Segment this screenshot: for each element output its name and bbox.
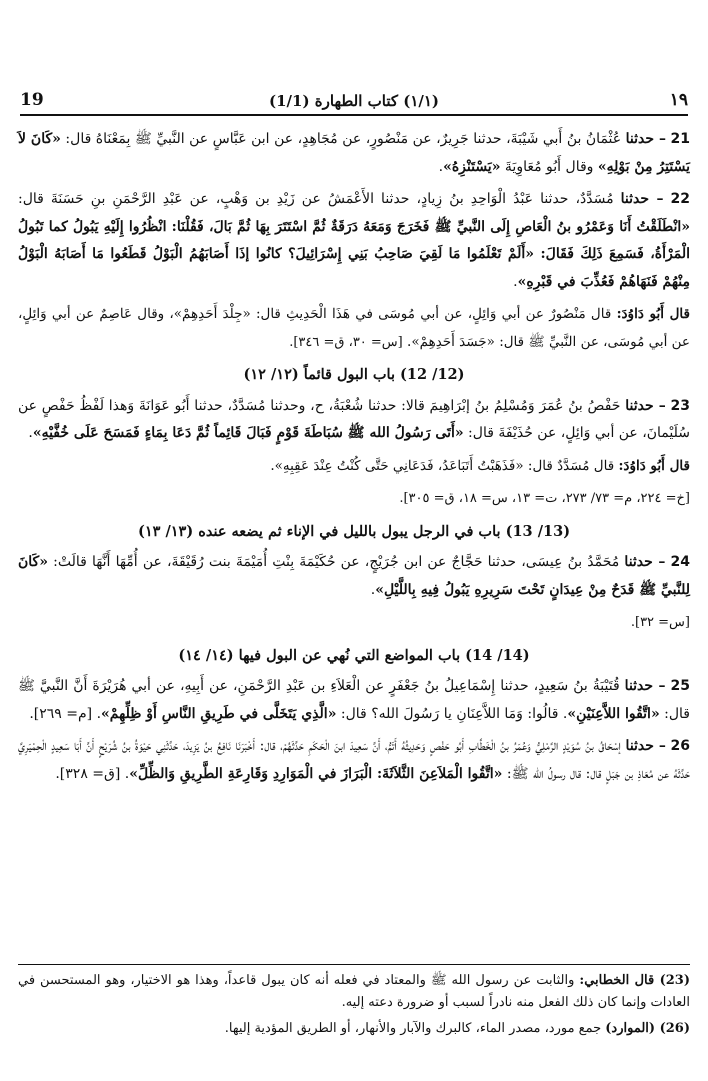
hadith-paragraph — [18, 673, 690, 728]
haddathana-label: – حدثنا — [625, 738, 666, 754]
hadith-tail-2: . — [438, 158, 444, 175]
hadith-isnad: إسْحَاقُ بنُ سُوَيْدٍ الرَّمْلِيُّ وَعُمَرُ بنُ الْخَطَّابِ أَبُو حَفْصٍ وَحَدِيثُهُ أَتَمُّ، أَنَّ سَعِيدَ ابنَ الْحَكَمِ حَدَّثَهُمْ، قال: أَخْبَرَنَا نَافِعُ بنُ يَزِيدَ، حَدَّثَنِي حَيْوَةُ بنُ شُرَيْحٍ أَنَّ أَبَا سَعِيدٍ الْحِمْيَرِيَّ حَدَّثَهُ عن مُعَاذِ بن جَبَلٍ قال: قال رسولُ الله ﷺ: — [18, 738, 690, 782]
hadith-tail: . — [513, 273, 518, 290]
hadith-matn: «اتَّقُوا اللاَّعِنَيْنِ» — [567, 705, 660, 722]
haddathana-label: – حدثنا — [625, 397, 666, 414]
note-text: قال مَنْصُورٌ عن أبي وَائِلٍ، عن أبي مُوسَى في هَذَا الْحَدِيثِ قال: «جِلْدَ أَحَدِهِمْ»، وقال عَاصِمٌ عن أبي وَائِلٍ، عن أبي مُوسَى، عن النَّبيِّ ﷺ قال: «جَسَدَ أَحَدِهِمْ». — [18, 306, 690, 350]
hadith-matn: «اتَّقُوا الْمَلاَعِنَ الثَّلاَثَةَ: الْبَرَازَ في الْمَوَارِدِ وَقَارِعَةِ الطَّرِيقِ وَالظِّلِّ» — [129, 765, 503, 782]
page-header — [20, 90, 688, 116]
hadith-paragraph — [18, 733, 690, 788]
header-rule — [20, 114, 688, 116]
haddathana-label: – حدثنا — [624, 678, 666, 694]
chapter-heading: (14/ 14) باب المواضع التي نُهي عن البول فيها (١٤/ ١٤) — [178, 646, 530, 664]
reference-codes: [س= ٣٠، ق= ٣٤٦]. — [289, 334, 403, 350]
footnote-key: (23) قال الخطابي: — [579, 973, 690, 988]
hadith-matn: «أَتَى رَسُولُ الله ﷺ سُبَاطَةَ قَوْمٍ فَبَالَ قَائِماً ثُمَّ دَعَا بِمَاءٍ فَمَسَحَ عَلَى خُفَّيْهِ» — [32, 425, 464, 441]
hadith-matn: «كَانَ لِلنَّبيِّ ﷺ قَدَحٌ مِنْ عِيدَانٍ تَحْتَ سَرِيرِهِ يَبُولُ فِيهِ بِاللَّيْلِ» — [18, 554, 690, 598]
footnote-text: والثابت عن رسول الله ﷺ والمعتاد في فعله أنه كان يبول قاعداً، وهذا هو الاختيار، وهو المستحسن في العادات وإنما كان ذلك الفعل منه نادراً لسبب أو ضرورة دعته إليه. — [18, 973, 690, 1010]
footnote-rule — [18, 964, 690, 965]
footnote — [18, 970, 690, 1014]
hadith-tail: . قالُوا: وَمَا اللاَّعِنَانِ يا رَسُولَ الله؟ قال: — [336, 705, 568, 722]
hadith-tail: وقال أَبُو مُعَاوِيَةَ — [500, 158, 598, 175]
hadith-matn-2: «يَسْتَنْزِهُ» — [443, 158, 501, 175]
chapter-heading: (12/ 12) باب البول قائماً (١٢/ ١٢) — [243, 366, 465, 383]
hadith-paragraph — [18, 549, 690, 604]
footnotes — [18, 970, 690, 1044]
footnote — [18, 1018, 690, 1040]
footnote-text: جمع مورد، مصدر الماء، كالبرك والآبار والأنهار، أو الطريق المؤدية إليها. — [224, 1021, 606, 1036]
hadith-isnad: مُسَدَّدٌ، حدثنا عَبْدُ الْوَاحِدِ بنُ زِيادٍ، حدثنا الأَعْمَشُ عن زَيْدِ بن وَهْبٍ، عن عَبْدِ الرَّحْمَنِ بنِ حَسَنَةَ قال: — [18, 191, 614, 207]
hadith-number: 22 — [670, 191, 691, 207]
hadith-tail: . — [370, 581, 376, 598]
hadith-tail: . [ق= ٣٢٨]. — [55, 765, 130, 782]
haddathana-label: – حدثنا — [625, 131, 666, 147]
hadith-tail-2: . [م= ٢٦٩]. — [29, 705, 102, 722]
hadith-number: 23 — [670, 397, 690, 414]
hadith-isnad: مُحَمَّدُ بنُ عِيسَى، حدثنا حَجَّاجٌ عن ابن جُرَيْجٍ، عن حُكَيْمَةَ بِنْتِ أُمَيْمَةَ بنت رُقَيْقَةَ، عن أُمِّهَا أَنَّهَا قالَتْ: — [47, 554, 620, 570]
note-text: قال مُسَدَّدٌ قال: «فَذَهَبْتُ أَتَبَاعَدُ، فَدَعَانِي حَتَّى كُنْتُ عِنْدَ عَقِبِهِ». — [270, 457, 619, 474]
hadith-paragraph — [18, 393, 690, 448]
footnote-key: (26) (الموارد) — [605, 1021, 690, 1036]
hadith-paragraph — [18, 126, 690, 181]
hadith-paragraph — [18, 186, 690, 296]
hadith-isnad: عُثْمَانُ بنُ أَبي شَيْبَةَ، حدثنا جَرِيرٌ، عن مَنْصُورٍ، عن مُجَاهِدٍ، عن ابن عَبَّاسٍ عن النَّبيِّ ﷺ بِمَعْنَاهُ قال: — [60, 131, 622, 147]
page-number-latin: 19 — [20, 90, 44, 110]
chapter-heading: (13/ 13) باب في الرجل يبول بالليل في الإناء ثم يضعه عنده (١٣/ ١٣) — [137, 522, 571, 540]
hadith-number: 25 — [670, 678, 690, 694]
page-number-arabic: ١٩ — [669, 90, 688, 110]
hadith-matn: «انْطَلَقْتُ أَنَا وَعَمْرُو بنُ الْعَاصِ إِلَى النَّبيِّ ﷺ فَخَرَجَ وَمَعَهُ دَرَقَةٌ ثُمَّ اسْتَتَرَ بِهَا ثُمَّ بَالَ، فَقُلْنَا: انْظُرُوا إِلَيْهِ يَبُولُ كما تَبُولُ الْمَرْأَةُ، فَسَمِعَ ذَلِكَ فَقَالَ: «أَلَمْ تَعْلَمُوا مَا لَقِيَ صَاحِبُ بَنِي إِسْرَائِيلَ؟ كانُوا إذَا أَصَابَهُمُ الْبَوْلُ قَطَعُوا مَا أَصَابَهُ الْبَوْلُ مِنْهُمْ فَنَهَاهُمْ فَعُذِّبَ في قَبْرِهِ» — [18, 218, 690, 290]
hadith-isnad: قُتَيْبَةُ بنُ سَعِيدٍ، حدثنا إِسْمَاعِيلُ بنُ جَعْفَرٍ عن الْعَلاَءِ بن عَبْدِ الرَّحْمَنِ، عن أَبِيهِ، عن أبي هُرَيْرَةَ أَنَّ النَّبيَّ ﷺ قال: — [18, 678, 690, 722]
main-text — [18, 126, 690, 793]
reference-codes: [خ= ٢٢٤، م= ٧٣/ ٢٧٣، ت= ١٣، س= ١٨، ق= ٣٠٥]. — [399, 491, 690, 506]
note-label: قال أَبُو دَاوُدَ: — [618, 457, 690, 474]
hadith-tail: . — [28, 425, 33, 441]
hadith-matn: «كَانَ لاَ يَسْتَتِرُ مِنْ بَوْلِهِ» — [18, 131, 690, 175]
abu-dawud-note — [18, 453, 690, 481]
hadith-number: 24 — [670, 554, 691, 570]
hadith-number: 26 — [670, 738, 690, 754]
note-label: قال أَبُو دَاوُدَ: — [616, 306, 690, 322]
reference-codes: [س= ٣٢]. — [630, 615, 690, 630]
hadith-number: 21 — [670, 131, 691, 147]
haddathana-label: – حدثنا — [624, 554, 666, 570]
hadith-matn-2: «الَّذِي يَتَخَلَّى في طَرِيقِ النَّاسِ أَوْ ظِلِّهِمْ» — [101, 705, 337, 722]
running-title: (١/١) كتاب الطهارة (1/1) — [268, 92, 440, 110]
abu-dawud-note — [18, 301, 690, 356]
haddathana-label: – حدثنا — [620, 191, 664, 207]
hadith-isnad: حَفْصُ بنُ عُمَرَ وَمُسْلِمُ بنُ إبْرَاهِيمَ قالا: حدثنا شُعْبَةُ، ح، وحدثنا مُسَدَّدٌ، حدثنا أَبُو عَوَانَةَ وَهذا لَفْظُ حَفْصٍ عن سُلَيْمانَ، عن أبي وَائِلٍ، عن حُذَيْفَةَ قال: — [18, 397, 690, 441]
